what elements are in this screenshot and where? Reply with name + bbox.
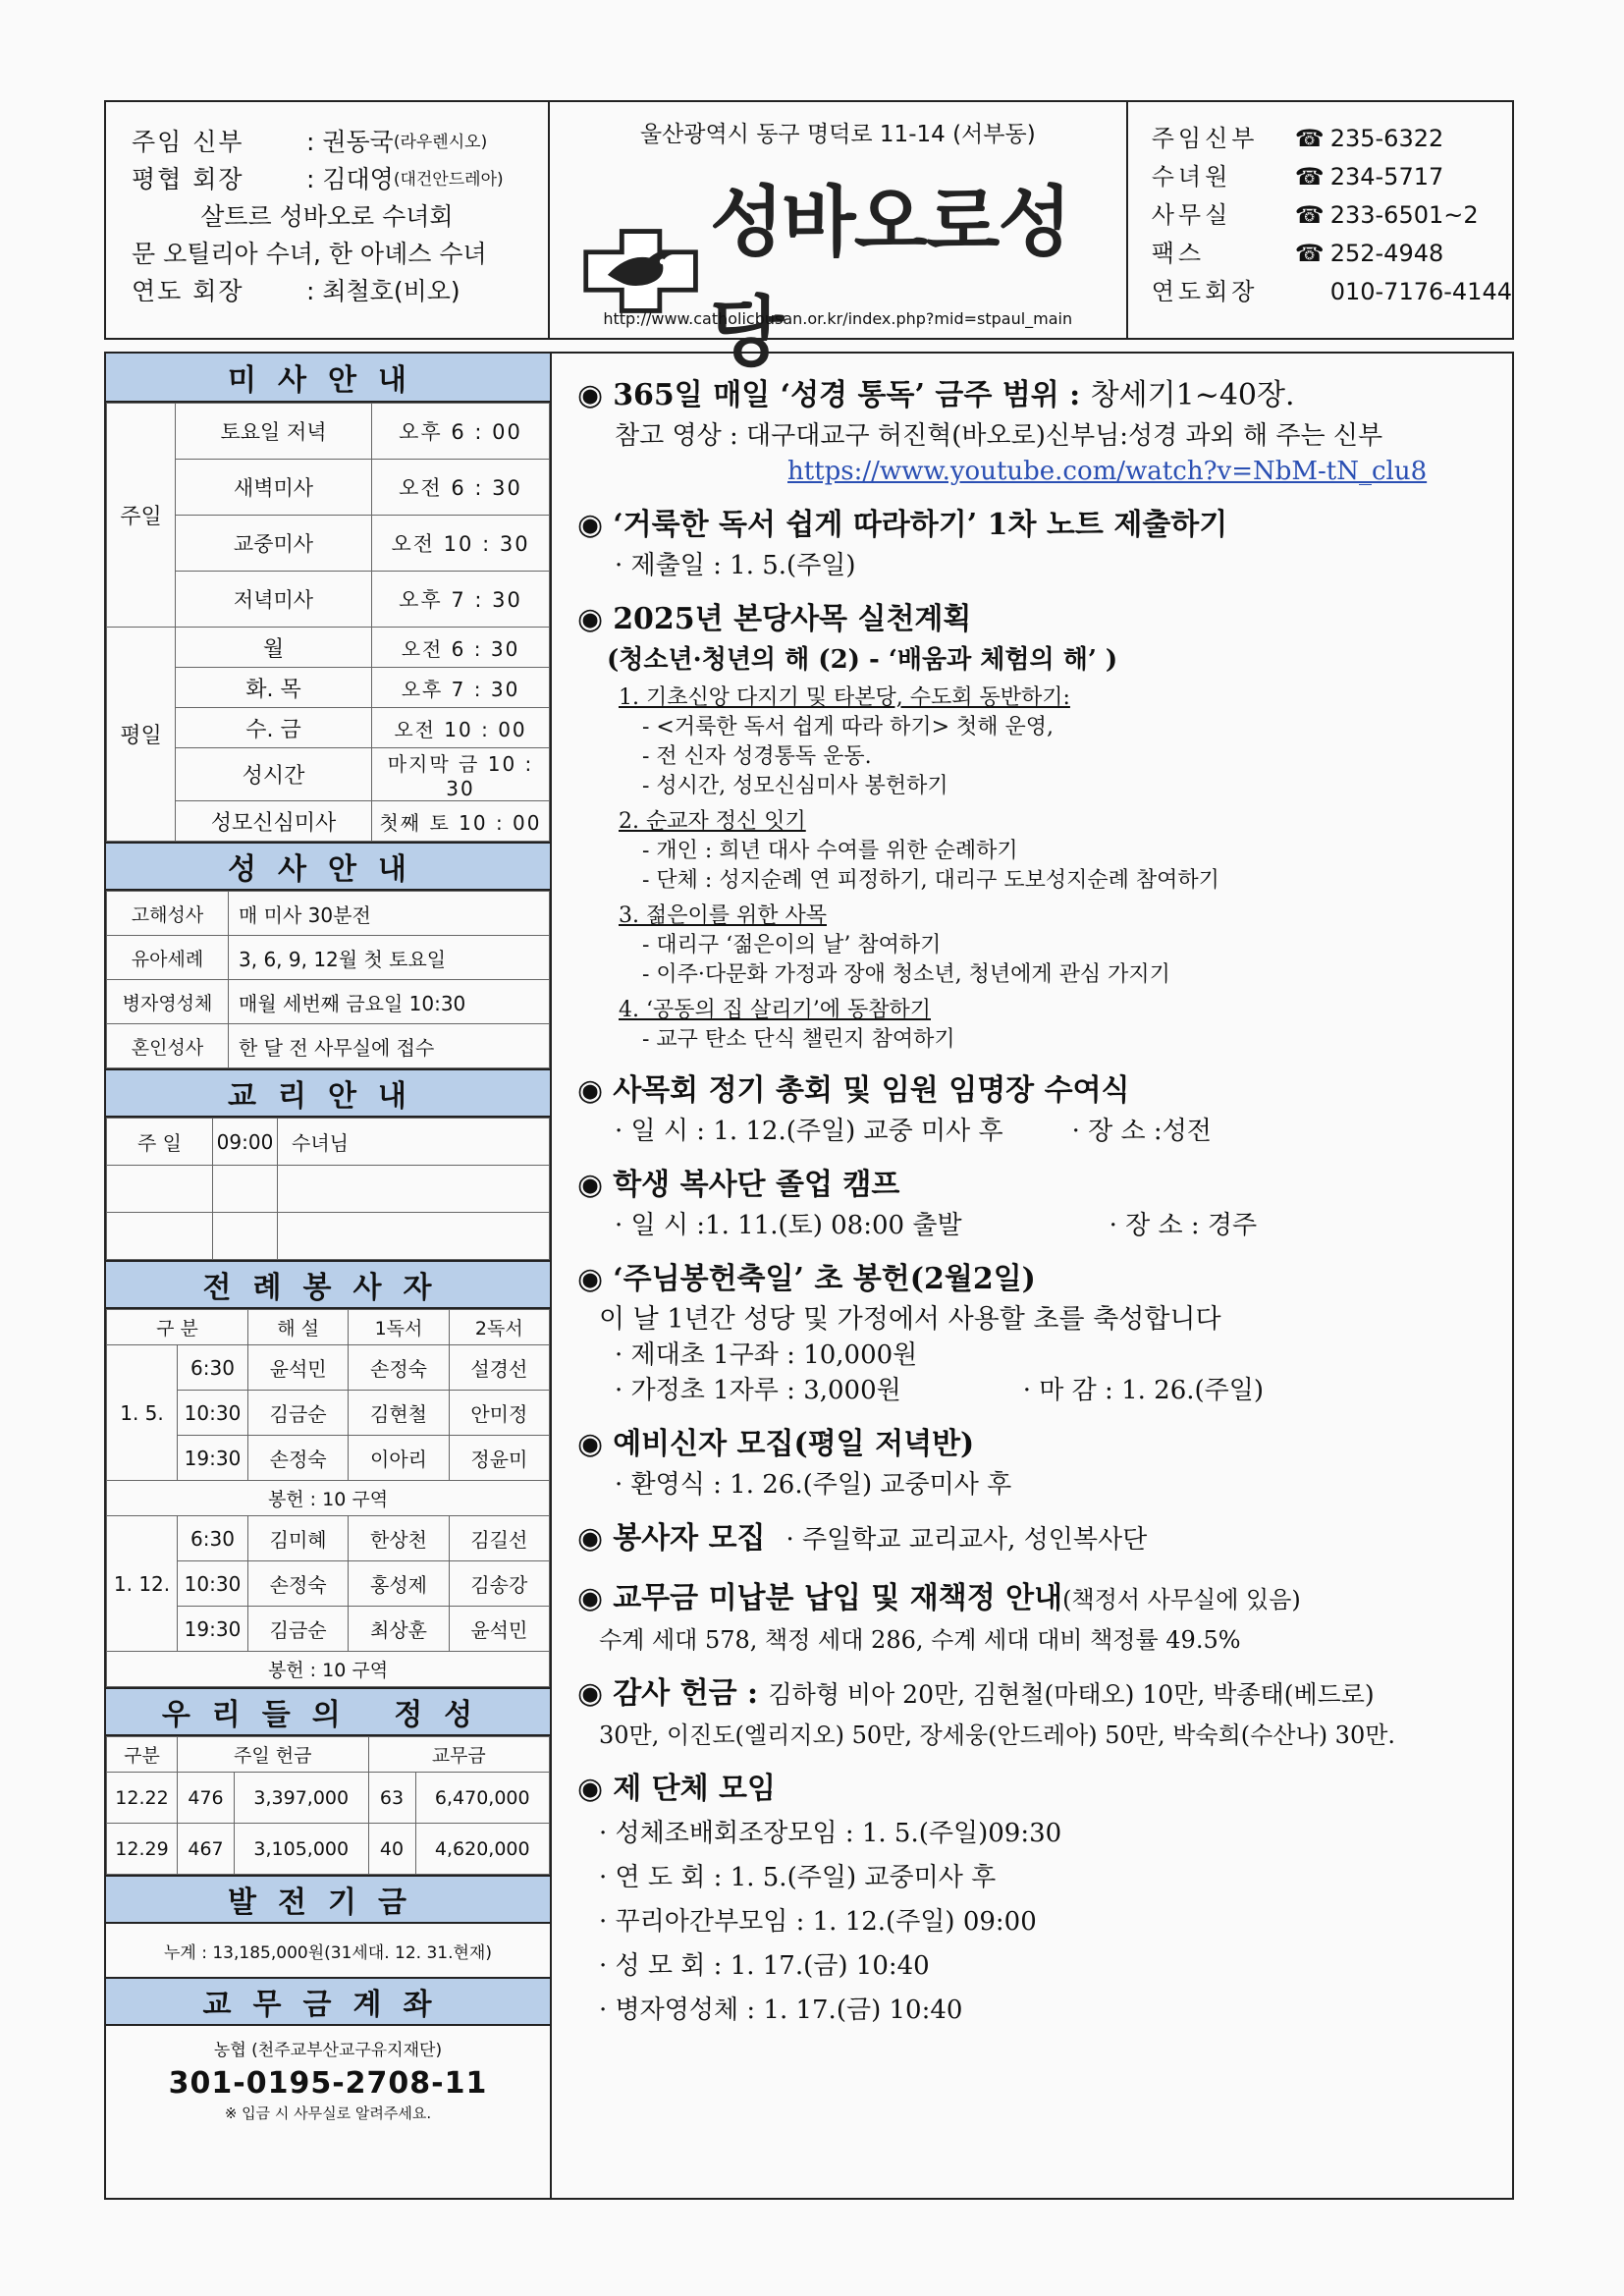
account-section-title: 교무금계좌 [106,1977,550,2026]
catechism-day: 주 일 [107,1119,213,1166]
contact-list [1128,102,1512,338]
notice-catechumen [577,1422,1512,1503]
notice-line: 수계 세대 578, 책정 세대 286, 수계 세대 대비 책정률 49.5% [599,1626,1241,1654]
catechism-time: 09:00 [213,1119,278,1166]
notice-title: 365일 매일 ‘성경 통독’ 금주 범위 : [613,378,1081,412]
notice-place: · 장 소 :성전 [1071,1117,1212,1146]
pastor-baptismal: (라우렌시오) [393,133,488,152]
mass-name: 월 [176,628,372,668]
table-row [107,1119,550,1166]
table-row [107,1024,550,1068]
dues-count: 63 [368,1773,415,1824]
dues-count: 40 [368,1824,415,1875]
column-header: 주일 헌금 [178,1737,369,1773]
account-info [106,2026,550,2123]
mass-time: 오전 10 : 00 [372,708,550,748]
server-name: 손정숙 [248,1436,349,1481]
table-row [107,1773,550,1824]
bible-reference: 참고 영상 : 대구대교구 허진혁(바오로)신부님:성경 과외 해 주는 신부 [615,421,1383,451]
youtube-link[interactable]: https://www.youtube.com/watch?v=NbM-tN_clu8 [787,457,1428,486]
contact-row [1152,158,1512,196]
bullet-icon: ◉ [577,1772,604,1806]
column-header: 교무금 [368,1737,550,1773]
table-row [107,980,550,1024]
server-name: 윤석민 [449,1607,549,1652]
meeting-line: · 연 도 회 : 1. 5.(주일) 교중미사 후 [599,1863,997,1892]
mass-time: 오후 6 : 00 [372,404,550,460]
convent-name: 살트르 성바오로 수녀회 [200,202,454,231]
contact-number: 234-5717 [1329,163,1444,191]
meeting-line: · 성 모 회 : 1. 17.(금) 10:40 [599,1951,930,1981]
server-name: 김송강 [449,1561,549,1607]
notice-bible [577,373,1512,489]
table-row [107,936,550,980]
catechism-table [106,1118,550,1260]
notice-title: ‘거룩한 독서 쉽게 따라하기’ 1차 노트 제출하기 [613,508,1228,542]
catechism-teacher: 수녀님 [278,1119,550,1166]
sacrament-name: 병자영성체 [107,980,229,1024]
meeting-line: · 성체조배회조장모임 : 1. 5.(주일)09:30 [599,1819,1062,1848]
servers-section-title: 전례봉사자 [106,1260,550,1309]
server-name: 손정숙 [248,1561,349,1607]
notice-title: 감사 헌금 : [613,1676,759,1711]
server-name: 안미정 [449,1391,549,1436]
server-name: 김금순 [248,1607,349,1652]
notice-volunteer [577,1516,1512,1562]
church-logo [579,161,1126,381]
server-name: 이아리 [349,1436,449,1481]
contact-row [1152,273,1512,311]
server-time: 19:30 [178,1436,248,1481]
weekday-label: 평일 [107,628,176,842]
notice-camp [577,1163,1512,1243]
bullet-icon: ◉ [577,508,604,542]
notice-reading [577,503,1512,583]
sisters-names: 문 오틸리아 수녀, 한 아녜스 수녀 [132,240,487,268]
mass-name: 교중미사 [176,516,372,572]
bullet-icon: ◉ [577,602,604,636]
notice-line: 이 날 1년간 성당 및 가정에서 사용할 초를 축성합니다 [599,1304,1221,1335]
yeondo-label: 연도 회장 [132,277,244,305]
notice-title: 예비신자 모집(평일 저녁반) [613,1427,975,1461]
bullet-icon: ◉ [577,1168,604,1202]
plan-line: - <거룩한 독서 쉽게 따라 하기> 첫해 운영, [642,715,1055,739]
contact-number: 252-4948 [1329,240,1444,267]
mass-schedule-table [106,403,550,842]
plan-heading: 2. 순교자 정신 잇기 [619,809,806,834]
mass-time: 마지막 금 10 : 30 [372,748,550,801]
contact-label: 주임신부 [1151,125,1259,152]
offering-amount: 3,397,000 [235,1773,369,1824]
server-time: 6:30 [178,1345,248,1391]
mass-name: 새벽미사 [176,460,372,516]
church-address: 울산광역시 동구 명덕로 11-14 (서부동) [639,122,1036,147]
account-number: 301-0195-2708-11 [168,2066,488,2101]
table-row [107,1345,550,1391]
bullet-icon: ◉ [577,1073,604,1108]
mass-name: 화. 목 [176,668,372,708]
contact-row [1152,235,1512,273]
offering-amount: 3,105,000 [235,1824,369,1875]
bullet-icon: ◉ [577,1581,604,1615]
phone-icon: ☎ [1294,240,1325,267]
column-header: 해 설 [248,1310,349,1345]
sacrament-info: 3, 6, 9, 12월 첫 토요일 [229,936,550,980]
bank-name: 농협 (천주교부산교구유지재단) [213,2041,443,2060]
plan-line: - 단체 : 성지순례 연 피정하기, 대리구 도보성지순례 참여하기 [642,868,1219,893]
plan-line: - 이주·다문화 가정과 장애 청소년, 청년에게 관심 가지기 [642,962,1170,987]
contact-number: 235-6322 [1329,125,1444,152]
notice-line: · 가정초 1자루 : 3,000원 [615,1376,901,1405]
server-name: 홍성제 [349,1561,449,1607]
phone-icon: ☎ [1294,125,1325,152]
notices [552,354,1512,2198]
plan-heading: 1. 기초신앙 다지기 및 타본당, 수도회 동반하기: [619,685,1070,710]
church-title-block [550,102,1128,377]
plan-line: - 교구 탄소 단식 챌린지 참여하기 [642,1027,955,1052]
server-name: 김금순 [248,1391,349,1436]
notice-title: 봉사자 모집 [613,1521,766,1556]
table-row [107,1516,550,1561]
sidebar [106,354,552,2198]
yeondo-value: : 최철호(비오) [306,277,460,305]
offering-date: 12.22 [107,1773,178,1824]
meeting-line: · 꾸리아간부모임 : 1. 12.(주일) 09:00 [599,1907,1037,1937]
table-header-row [107,1737,550,1773]
notice-line: · 일 시 :1. 11.(토) 08:00 출발 [615,1211,962,1240]
church-name: 성바오로성당 [709,179,1070,377]
column-header: 구분 [107,1737,178,1773]
table-row [107,1652,550,1687]
mass-name: 성시간 [176,748,372,801]
notice-assembly [577,1068,1512,1149]
plan-line: - 전 신자 성경통독 운동. [642,744,872,769]
offering-district: 봉헌 : 10 구역 [107,1652,550,1687]
sacrament-name: 고해성사 [107,892,229,936]
sacrament-info: 매월 세번째 금요일 10:30 [229,980,550,1024]
notice-line: · 주일학교 교리교사, 성인복사단 [785,1525,1148,1555]
column-header: 2독서 [449,1310,549,1345]
sacrament-section-title: 성사안내 [106,842,550,891]
mass-name: 토요일 저녁 [176,404,372,460]
plan-heading: 3. 젊은이를 위한 사목 [619,903,827,928]
mass-time: 오전 6 : 30 [372,628,550,668]
dove-cross-icon [579,224,702,318]
offering-count: 467 [178,1824,235,1875]
notice-line: · 제출일 : 1. 5.(주일) [615,551,856,580]
bullet-icon: ◉ [577,1521,604,1556]
mass-name: 수. 금 [176,708,372,748]
table-row [107,404,550,460]
sacrament-name: 혼인성사 [107,1024,229,1068]
mass-time: 오후 7 : 30 [372,668,550,708]
bullet-icon: ◉ [577,1262,604,1296]
notice-title: 교무금 미납분 납입 및 재책정 안내 [613,1581,1063,1615]
table-row [107,628,550,668]
contact-row [1152,196,1512,235]
table-row [107,1213,550,1260]
council-value: : 김대영 [306,165,394,193]
server-name: 정윤미 [449,1436,549,1481]
bullet-icon: ◉ [577,378,604,412]
offering-date: 12.29 [107,1824,178,1875]
servers-table [106,1309,550,1687]
dues-note: (책정서 사무실에 있음) [1062,1586,1301,1613]
plan-heading: 4. ‘공동의 집 살리기’에 동참하기 [619,998,931,1022]
notice-title: 제 단체 모임 [613,1772,776,1806]
pastor-value: : 권동국 [306,128,394,156]
notice-title: ‘주님봉헌축일’ 초 봉헌(2월2일) [613,1262,1036,1296]
catechism-section-title: 교리안내 [106,1068,550,1118]
table-row [107,1824,550,1875]
mass-time: 오전 10 : 30 [372,516,550,572]
notice-title: 사목회 정기 총회 및 임원 임명장 수여식 [613,1073,1130,1108]
contact-label: 수녀원 [1151,163,1232,191]
contact-number: 010-7176-4144 [1329,278,1512,305]
mass-time: 첫째 토 10 : 00 [372,801,550,842]
contact-label: 사무실 [1151,201,1232,229]
notice-deadline: · 마 감 : 1. 26.(주일) [1022,1376,1265,1405]
contact-label: 팩스 [1151,240,1206,267]
server-name: 최상훈 [349,1607,449,1652]
plan-line: - 대리구 ‘젊은이의 날’ 참여하기 [642,933,942,957]
bulletin-header [104,100,1514,377]
notice-line: · 제대초 1구좌 : 10,000원 [615,1340,918,1370]
column-header: 1독서 [349,1310,449,1345]
notice-candle [577,1257,1512,1408]
notice-place: · 장 소 : 경주 [1109,1211,1258,1240]
meeting-line: · 병자영성체 : 1. 17.(금) 10:40 [599,1995,963,2025]
mass-name: 저녁미사 [176,572,372,628]
mass-time: 오전 6 : 30 [372,460,550,516]
plan-line: - 개인 : 희년 대사 수여를 위한 순례하기 [642,839,1018,863]
plan-subtitle: (청소년·청년의 해 (2) - ‘배움과 체험의 해’ ) [607,645,1118,675]
server-name: 설경선 [449,1345,549,1391]
server-time: 6:30 [178,1516,248,1561]
offering-count: 476 [178,1773,235,1824]
notice-meetings [577,1767,1512,2033]
sacrament-table [106,891,550,1068]
mass-section-title: 미사안내 [106,354,550,403]
server-time: 19:30 [178,1607,248,1652]
notice-line: · 환영식 : 1. 26.(주일) 교중미사 후 [615,1470,1012,1500]
sunday-label: 주일 [107,404,176,628]
contact-label: 연도회장 [1151,278,1259,305]
notice-line: 김하형 비아 20만, 김현철(마태오) 10만, 박종태(베드로) [768,1680,1375,1709]
phone-icon: ☎ [1294,201,1325,229]
pastor-label: 주임 신부 [132,128,244,156]
fund-total: 누계 : 13,185,000원(31세대. 12. 31.현재) [163,1942,492,1963]
offerings-table [106,1736,550,1875]
contact-row [1152,120,1512,158]
mass-name: 성모신심미사 [176,801,372,842]
council-baptismal: (대건안드레아) [393,170,504,190]
notice-thanks [577,1671,1512,1753]
sacrament-info: 매 미사 30분전 [229,892,550,936]
table-row [107,1166,550,1213]
server-name: 한상천 [349,1516,449,1561]
plan-line: - 성시간, 성모신심미사 봉헌하기 [642,774,948,798]
dues-amount: 6,470,000 [415,1773,550,1824]
notice-title: 학생 복사단 졸업 캠프 [613,1168,900,1202]
server-date: 1. 12. [107,1516,178,1652]
church-url[interactable]: http://www.catholicbusan.or.kr/index.php?mid=stpaul_main [603,309,1073,328]
bulletin-body [104,352,1514,2200]
notice-plan [577,597,1512,1055]
notice-line: 30만, 이진도(엘리지오) 50만, 장세웅(안드레아) 50만, 박숙희(수산나) 30만. [599,1722,1396,1749]
bullet-icon: ◉ [577,1676,604,1711]
bullet-icon: ◉ [577,1427,604,1461]
column-header: 구 분 [107,1310,248,1345]
table-row [107,1481,550,1516]
server-name: 윤석민 [248,1345,349,1391]
sacrament-info: 한 달 전 사무실에 접수 [229,1024,550,1068]
server-name: 손정숙 [349,1345,449,1391]
server-time: 10:30 [178,1561,248,1607]
offering-district: 봉헌 : 10 구역 [107,1481,550,1516]
notice-dues [577,1576,1512,1658]
bible-range: 창세기1~40장. [1090,378,1295,412]
sacrament-name: 유아세례 [107,936,229,980]
council-label: 평협 회장 [132,165,244,193]
server-name: 김길선 [449,1516,549,1561]
account-note: ※ 입금 시 사무실로 알려주세요. [224,2105,432,2122]
server-time: 10:30 [178,1391,248,1436]
server-date: 1. 5. [107,1345,178,1481]
contact-number: 233-6501~2 [1329,201,1479,229]
notice-line: · 일 시 : 1. 12.(주일) 교중 미사 후 [615,1117,1003,1146]
dues-amount: 4,620,000 [415,1824,550,1875]
server-name: 김현철 [349,1391,449,1436]
table-row [107,892,550,936]
offerings-section-title: 우리들의 정성 [106,1687,550,1736]
mass-time: 오후 7 : 30 [372,572,550,628]
phone-icon: ☎ [1294,163,1325,191]
fund-section-title: 발전기금 [106,1875,550,1924]
clergy-info [106,102,550,338]
server-name: 김미혜 [248,1516,349,1561]
table-header-row [107,1310,550,1345]
notice-title: 2025년 본당사목 실천계획 [613,602,972,636]
